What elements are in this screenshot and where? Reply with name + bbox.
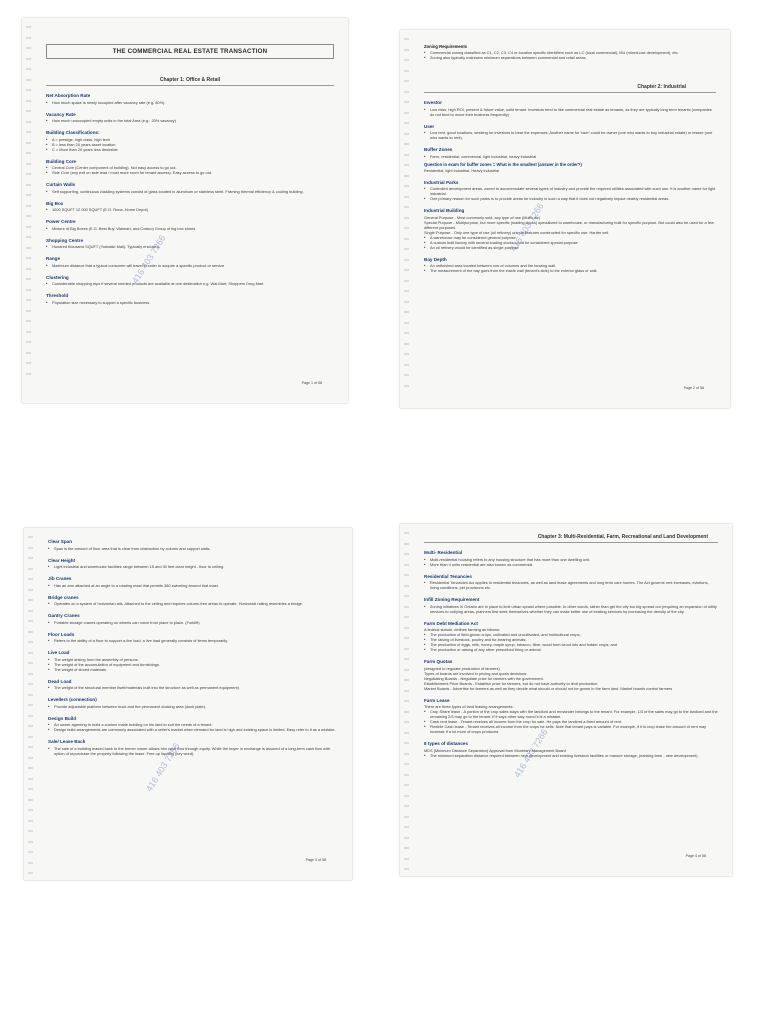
bullet-item: • Central Core (Center component of building). Not easy access to go out. <box>46 165 334 170</box>
bullet-item: • Commercial zoning classified as C1, C2, C3, C4 or location specific identifiers such as LC (local commercial), MU (mixed-use development), etc. <box>424 50 716 55</box>
section-heading: Building Core <box>46 158 77 164</box>
bullet-item: • Has an arm attached at an angle to a rotating mast that permits 360 swiveling around that mast. <box>48 583 338 588</box>
section-heading: Shopping Centre <box>46 237 84 243</box>
bullet-item: • Zoning initiatives in Ontario are in place to limit urban sprawl where possible. In other words, rather than get the city too big spread out (requiring an expansion of utility services to outlying areas, planners first seek themselves whether they can make better use of existing services by increasing the density of the city. <box>424 604 718 614</box>
binder-hole <box>28 547 33 549</box>
binder-hole <box>28 788 33 790</box>
section-heading: Sale/ Lease Back <box>48 739 86 744</box>
binder-hole <box>404 585 409 587</box>
bullet-list <box>424 186 716 201</box>
bullet-list <box>46 263 334 268</box>
binder-hole <box>404 858 409 860</box>
bullet-list <box>46 165 334 175</box>
binder-hole <box>404 38 409 40</box>
page-content <box>46 28 334 393</box>
chapter-heading: Chapter 1: Office & Retail <box>46 77 334 86</box>
binder-hole <box>28 799 33 801</box>
bullet-list <box>424 632 718 652</box>
binder-hole <box>404 543 409 545</box>
binder-hole <box>26 278 31 280</box>
bullet-item: • The sale of a building leased back to the former owner allows him cash flow through equity. While the buyer in exchange is assured of a long-term cash flow with option of repurchase the property following the lease. Free up liquidity (key word). <box>48 746 338 756</box>
section-heading: Industrial Building <box>424 208 465 213</box>
bullet-item: • A custom built factory with several loading docks could be considered special purpose <box>424 240 716 245</box>
section-heading: Residential Tenancies <box>424 573 472 579</box>
binder-hole <box>26 299 31 301</box>
binder-hole <box>404 679 409 681</box>
binder-hole <box>404 669 409 671</box>
binder-hole <box>28 641 33 643</box>
binder-hole <box>28 862 33 864</box>
binder-hole <box>26 26 31 28</box>
page-number: Page 1 of 58 <box>301 381 322 385</box>
bullet-item: • Low rent, good locations, seeking for investors to bear the expenses. Another name for 'user' could be owner (one who wants to buy industrial estate) or lessee (one who wants to rent). <box>424 130 716 140</box>
binder-hole <box>404 364 409 366</box>
bullet-item: • Population size necessary to support a specific business <box>46 300 334 305</box>
bullet-list <box>46 281 334 286</box>
binder-hole <box>28 704 33 706</box>
bullet-item: • Controlled development areas, zoned to accommodate several types of industry and provide the required utilities associated with such use. It is another name for light industrial. <box>424 186 716 196</box>
binder-hole <box>26 79 31 81</box>
section-heading: Building Classifications: <box>46 130 100 135</box>
binder-hole <box>26 131 31 133</box>
section-heading: Buffer Zones <box>424 147 453 152</box>
bullet-list <box>48 657 338 672</box>
section-heading: Live Load <box>48 650 70 655</box>
binder-hole <box>404 332 409 334</box>
binder-hole <box>404 143 409 145</box>
binder-hole <box>404 847 409 849</box>
binder-hole <box>28 652 33 654</box>
section-heading: Gantry Cranes <box>48 613 80 618</box>
bullet-item: • The measurement of the bay goes from the inside wall (tenant's side) to the exterior glass or wall. <box>424 268 716 273</box>
binder-hole <box>28 673 33 675</box>
bullet-item: • Span is the amount of floor area that is clear from obstruction by column and support walls. <box>48 546 338 551</box>
binder-hole <box>404 658 409 660</box>
phone-watermark: 416 403 7266 <box>144 741 182 794</box>
binder-hole <box>26 121 31 123</box>
binder-hole <box>404 784 409 786</box>
binder-hole <box>404 122 409 124</box>
section-heading: Dead Load <box>48 678 72 684</box>
bullet-item: • The production of eggs, milk, honey, maple syrup, tobacco, fibre, wood from wood lots and fodder crops; and <box>424 642 718 647</box>
binder-hole <box>28 662 33 664</box>
binder-hole <box>404 732 409 734</box>
bullet-list <box>48 564 338 569</box>
binder-holes <box>404 524 410 876</box>
binder-hole <box>404 648 409 650</box>
document-title: THE COMMERCIAL REAL ESTATE TRANSACTION <box>46 44 334 59</box>
section-heading: Vacancy Rate <box>46 111 76 117</box>
section-line: Negotiating Boards - Negotiate price for farmers with the government. <box>424 675 544 681</box>
bullet-item: • The production of field-grown crops, cultivated and uncultivated, and horticultural crops; <box>424 632 718 637</box>
section-heading: Levellers (connection) <box>48 697 97 702</box>
binder-hole <box>404 595 409 597</box>
section-heading: Net Absorption Rate <box>46 93 91 98</box>
bullet-list <box>424 557 718 567</box>
section-line: Special Purpose - Multipurpose, but more specific (loading docks) specialized to warehouse, or manufacturing built for specific purpose. But could also be used for a few different purposes. <box>424 219 714 230</box>
binder-hole <box>26 268 31 270</box>
bullet-item: • The weight of the structural member itself/materials built into the structure as well as permanent equipment) <box>48 685 338 690</box>
binder-hole <box>28 568 33 570</box>
phone-watermark: 416 403 7266 <box>508 201 546 254</box>
binder-hole <box>404 826 409 828</box>
bullet-list <box>46 244 334 249</box>
binder-hole <box>404 269 409 271</box>
binder-hole <box>404 805 409 807</box>
binder-hole <box>26 163 31 165</box>
binder-holes <box>404 30 410 408</box>
bullet-item: • Maximum distance that a typical consumer will travel in order to acquire a specific product or service <box>46 263 334 268</box>
binder-hole <box>26 257 31 259</box>
binder-hole <box>26 362 31 364</box>
bullet-item: • A warehouse may be considered general purpose <box>424 235 716 240</box>
binder-hole <box>404 70 409 72</box>
bullet-list <box>424 263 716 273</box>
page-content <box>424 40 716 398</box>
binder-hole <box>404 816 409 818</box>
binder-hole <box>404 217 409 219</box>
bullet-item: • 1000 SQUFT 12 000 SQUFT (E.G. Rona, Home Depot) <box>46 207 334 212</box>
bullet-item: • Hundred thousand SQUFT (Yorkdale Mall). Typically enclosed. <box>46 244 334 249</box>
bullet-item: • An owner agreeing to build a custom made building on his land to suit the needs of a tenant. <box>48 722 338 727</box>
bullet-list <box>424 50 716 60</box>
binder-hole <box>28 851 33 853</box>
binder-hole <box>28 809 33 811</box>
section-heading: Farm Lease <box>424 697 450 703</box>
binder-hole <box>28 536 33 538</box>
bullet-item: • An oil refinery would be identified as single purpose <box>424 245 716 250</box>
bullet-list <box>424 154 716 159</box>
binder-hole <box>404 532 409 534</box>
binder-hole <box>404 627 409 629</box>
page-number: Page 4 of 58 <box>685 854 706 858</box>
binder-hole <box>26 310 31 312</box>
binder-hole <box>28 746 33 748</box>
binder-hole <box>404 49 409 51</box>
binder-hole <box>28 872 33 874</box>
bullet-item: • The minimum separation distance required between new development and existing livestock facilities or manure storage, (existing farm - new development) <box>424 753 718 758</box>
binder-hole <box>404 753 409 755</box>
section-heading: Infill Zoning Requirement <box>424 597 480 602</box>
binder-hole <box>404 564 409 566</box>
binder-hole <box>404 353 409 355</box>
binder-hole <box>404 238 409 240</box>
binder-hole <box>404 795 409 797</box>
section-line: Single Purpose - Only one type of use (oil refinery) unique features constructed for specific use. Harder sell. <box>424 229 610 235</box>
section-heading: 8 types of distances <box>424 741 468 746</box>
bullet-item: • Operates on a system of horizontal rails. Attached to the ceiling and requires column-free areas to operate. Horizontal railing resembles a bridge. <box>48 601 338 606</box>
section-heading: Farm Debt Mediation Act <box>424 620 478 626</box>
bullet-item: • Farm, residential, commercial, light industrial, heavy industrial <box>424 154 716 159</box>
bullet-item: • Provide adjustable platform between truck and the permanent docking area (dock plate). <box>48 704 338 709</box>
section-heading: Zoning Requirements <box>424 44 468 49</box>
binder-hole <box>404 742 409 744</box>
binder-hole <box>404 837 409 839</box>
binder-hole <box>28 715 33 717</box>
section-heading: Multi- Residential <box>424 550 463 555</box>
binder-holes <box>28 528 34 880</box>
binder-hole <box>404 868 409 870</box>
bullet-item: • Design build arrangements are commonly associated with a seller's market when demand for land is high and existing space is limited. Easy refer to it as a mistake. <box>48 727 338 732</box>
binder-hole <box>404 700 409 702</box>
bullet-item: • The raising of livestock, poultry and fur-bearing animals; <box>424 637 718 642</box>
section-list <box>424 550 718 758</box>
document-page-3 <box>24 528 352 880</box>
binder-hole <box>404 311 409 313</box>
bullet-list <box>48 620 338 625</box>
bullet-list <box>424 709 718 734</box>
binder-hole <box>26 205 31 207</box>
binder-hole <box>404 112 409 114</box>
binder-hole <box>26 352 31 354</box>
section-heading: User <box>424 123 435 129</box>
section-heading: Range <box>46 256 61 261</box>
bullet-list <box>424 604 718 614</box>
binder-hole <box>404 185 409 187</box>
bullet-item: • A = prestige, high class, high tech <box>46 137 334 142</box>
binder-hole <box>28 778 33 780</box>
binder-hole <box>26 152 31 154</box>
binder-hole <box>28 631 33 633</box>
binder-hole <box>28 820 33 822</box>
binder-hole <box>28 610 33 612</box>
section-line: A federal statute, defines farming as follows: <box>424 627 501 632</box>
bullet-list <box>424 107 716 117</box>
bullet-item: • How much unoccupied empty units in the total Area (e.g.: 20% vacancy) <box>46 118 334 123</box>
binder-hole <box>26 37 31 39</box>
bullet-list <box>48 704 338 709</box>
section-heading: Threshold <box>46 293 69 298</box>
page-content <box>48 532 338 870</box>
binder-hole <box>404 154 409 156</box>
binder-hole <box>404 763 409 765</box>
binder-hole <box>404 280 409 282</box>
section-list <box>424 100 716 273</box>
bullet-item: • Multi-residential housing refers to any housing structure that has more than one dwelling unit. <box>424 557 718 562</box>
bullet-item: • Portable storage cranes operating on wheels can move from place to place. (Forklift) <box>48 620 338 625</box>
bullet-item: • Residential Tenancies Act applies to residential tenancies, as well as land lease agreements and long term care homes. The Act governs rent increases, evictions, living conditions, pet provisions etc. <box>424 580 718 590</box>
bullet-list <box>46 226 334 231</box>
section-line: There are three types of land leasing arrangements: <box>424 704 514 709</box>
section-heading: Farm Quotas <box>424 659 453 664</box>
bullet-item: • More than 4 units residential are also known as commercial. <box>424 562 718 567</box>
binder-hole <box>28 683 33 685</box>
chapter-heading: Chapter 3: Multi-Residential, Farm, Recreational and Land Development <box>424 534 718 543</box>
binder-hole <box>28 725 33 727</box>
bullet-list <box>424 753 718 758</box>
bullet-list <box>48 685 338 690</box>
bullet-list <box>48 583 338 588</box>
binder-hole <box>28 694 33 696</box>
bullet-list <box>46 300 334 305</box>
binder-hole <box>26 226 31 228</box>
phone-watermark: 416 403 7266 <box>130 233 168 286</box>
bullet-list <box>424 130 716 140</box>
document-page-4 <box>400 524 732 876</box>
section-list <box>48 539 338 756</box>
binder-hole <box>404 196 409 198</box>
bullet-list <box>48 722 338 732</box>
bullet-item: • Considerable shopping trips if several needed products are available at one destination e.g. Wal-Mart, Shoppers Drug Mart <box>46 281 334 286</box>
exam-answer: Residential, light industrial, Heavy industrial <box>424 167 500 173</box>
section-heading: Design Build <box>48 715 77 721</box>
binder-hole <box>404 374 409 376</box>
binder-hole <box>404 637 409 639</box>
section-heading: Clear Span <box>48 539 72 544</box>
document-page-2 <box>400 30 730 408</box>
bullet-item: • Crop Share lease - A portion of the crop sales stays with the landlord and remainder belongs to the tenant. For example, 1/3 of the sales may go to the landlord and the remaining 2/3 may go to the tenant. If it says other way round it is a mistake. <box>424 709 718 719</box>
page-number: Page 3 of 58 <box>305 858 326 862</box>
page-number: Page 2 of 58 <box>683 386 704 390</box>
binder-hole <box>404 227 409 229</box>
binder-hole <box>26 289 31 291</box>
bullet-list <box>46 118 334 123</box>
binder-hole <box>28 736 33 738</box>
section-heading: Floor Loads <box>48 631 75 637</box>
binder-hole <box>404 385 409 387</box>
section-line: MDS (Minimum Distance Separation) Approval from Monetary Management Board <box>424 747 566 753</box>
section-line: (designed to regulate production of farmers) <box>424 665 500 671</box>
section-heading: Curtain Walls <box>46 182 76 187</box>
binder-hole <box>28 557 33 559</box>
section-line: Establishment Price Boards - Establish price for farmers, but do not have authority to limit production. <box>424 680 599 686</box>
document-page-1 <box>22 18 348 403</box>
chapter-heading: Chapter 2: Industrial <box>424 84 716 93</box>
bullet-list <box>46 189 334 194</box>
bullet-item: • Side Core (any exit on side lead / must more room for tenant access). Easy access to go out. <box>46 170 334 175</box>
bullet-item: • B = less than 20 years asset location <box>46 142 334 147</box>
bullet-list <box>424 580 718 590</box>
binder-hole <box>26 215 31 217</box>
binder-hole <box>404 91 409 93</box>
bullet-item: • Self supporting, continuous cladding systems consist of glass located in aluminum or stainless steel. Framing thermal efficiency & cooling building. <box>46 189 334 194</box>
binder-hole <box>26 173 31 175</box>
binder-hole <box>404 616 409 618</box>
bullet-item: • Light industrial and warehouse facilities range between 15 and 30 feet clear height - floor to ceiling. <box>48 564 338 569</box>
bullet-list <box>48 638 338 643</box>
bullet-item: • The production or raising of any other prescribed thing or animal. <box>424 647 718 652</box>
bullet-item: • Zoning also typically maintains minimum separations between commercial and retail areas. <box>424 55 716 60</box>
binder-hole <box>26 110 31 112</box>
binder-hole <box>26 341 31 343</box>
bullet-item: • How much space is newly occupied after vacancy rate (e.g. 80%) <box>46 100 334 105</box>
binder-hole <box>28 620 33 622</box>
bullet-list <box>46 207 334 212</box>
binder-hole <box>404 248 409 250</box>
section-heading: Investor <box>424 100 442 105</box>
section-heading: Clear Height <box>48 557 76 563</box>
binder-hole <box>26 194 31 196</box>
binder-hole <box>26 320 31 322</box>
binder-hole <box>26 100 31 102</box>
binder-hole <box>404 164 409 166</box>
binder-hole <box>404 301 409 303</box>
bullet-item: • Flexible Cash lease - Tenant receives all income from the crops he sells. Note that tenant pays is variable. For example, if it is crop lease the amount of rent may increase if a lot more of crops produced. <box>424 724 718 734</box>
binder-hole <box>404 206 409 208</box>
section-heading: Jib Cranes <box>48 576 72 581</box>
section-heading: Big Box <box>46 200 64 206</box>
bullet-list <box>424 235 716 250</box>
binder-hole <box>404 721 409 723</box>
section-heading: Bridge cranes <box>48 594 79 600</box>
binder-hole <box>404 322 409 324</box>
section-heading: Industrial Parks <box>424 179 459 185</box>
bullet-item: • C = More than 20 years less desirable <box>46 147 334 152</box>
binder-hole <box>26 47 31 49</box>
binder-hole <box>26 89 31 91</box>
binder-hole <box>404 553 409 555</box>
binder-hole <box>28 830 33 832</box>
binder-hole <box>26 68 31 70</box>
bullet-list <box>46 137 334 152</box>
bullet-item: • The weight of stored materials. <box>48 667 338 672</box>
binder-hole <box>26 373 31 375</box>
binder-hole <box>404 574 409 576</box>
binder-hole <box>404 343 409 345</box>
bullet-item: • The weight arising from the assembly of persons. <box>48 657 338 662</box>
binder-hole <box>404 259 409 261</box>
page-content <box>424 528 718 866</box>
binder-holes <box>26 18 32 403</box>
section-line: Market Boards - Advertise for farmers as well as they decide what should or should not be grown in the farm land. Market boards control farmers <box>424 685 673 691</box>
section-line: Types of boards are involved in pricing and quota decisions: <box>424 670 528 676</box>
binder-hole <box>404 711 409 713</box>
section-list <box>46 93 334 305</box>
binder-hole <box>26 142 31 144</box>
binder-hole <box>404 175 409 177</box>
binder-hole <box>404 133 409 135</box>
binder-hole <box>404 690 409 692</box>
binder-hole <box>26 184 31 186</box>
bullet-list <box>48 546 338 551</box>
binder-hole <box>28 757 33 759</box>
bullet-item: • Cash rent lease - Tenant receives all income from the crop for sale. He pays the landlord a fixed amount of rent. <box>424 719 718 724</box>
binder-hole <box>26 236 31 238</box>
binder-hole <box>26 331 31 333</box>
binder-hole <box>404 606 409 608</box>
binder-hole <box>404 774 409 776</box>
section-line: General Purpose - Most commonly sold, any type of use (Multi use) <box>424 214 541 220</box>
binder-hole <box>26 247 31 249</box>
exam-question: Question in exam for buffer zones = What is the smallest (answer in the order?) <box>424 161 582 167</box>
bullet-item: • One primary reason for such parks is to provide areas for industry in such a way that it does not negatively impact nearby residential areas. <box>424 196 716 201</box>
binder-hole <box>28 841 33 843</box>
binder-hole <box>28 589 33 591</box>
bullet-list <box>46 100 334 105</box>
binder-hole <box>404 290 409 292</box>
binder-hole <box>404 80 409 82</box>
binder-hole <box>28 599 33 601</box>
binder-hole <box>404 101 409 103</box>
binder-hole <box>26 58 31 60</box>
binder-hole <box>28 578 33 580</box>
section-heading: Clustering <box>46 274 69 280</box>
bullet-item: • The weight of the accumulation of equipment and furnishings. <box>48 662 338 667</box>
bullet-item: • Refers to the ability of a floor to support a live load, a live load generally consists of items temporarily. <box>48 638 338 643</box>
binder-hole <box>404 59 409 61</box>
bullet-item: • Mixture of Big Boxes (E.G. Best Buy, Walmart, and Costco) Group of big box stores <box>46 226 334 231</box>
binder-hole <box>28 767 33 769</box>
bullet-list <box>48 746 338 756</box>
bullet-item: • Low risks, high ROI, present & future value, solid tenant. Investors tend to like commercial real estate as tenants, as they are typically long term tenants (companies do not tend to move their business frequently) <box>424 107 716 117</box>
phone-watermark: 416 403 7266 <box>512 727 550 780</box>
bullet-list <box>48 601 338 606</box>
section-heading: Power Centre <box>46 219 76 224</box>
section-heading: Bay Depth <box>424 256 447 262</box>
bullet-item: • An unfinished area located between row of columns and the bearing wall. <box>424 263 716 268</box>
